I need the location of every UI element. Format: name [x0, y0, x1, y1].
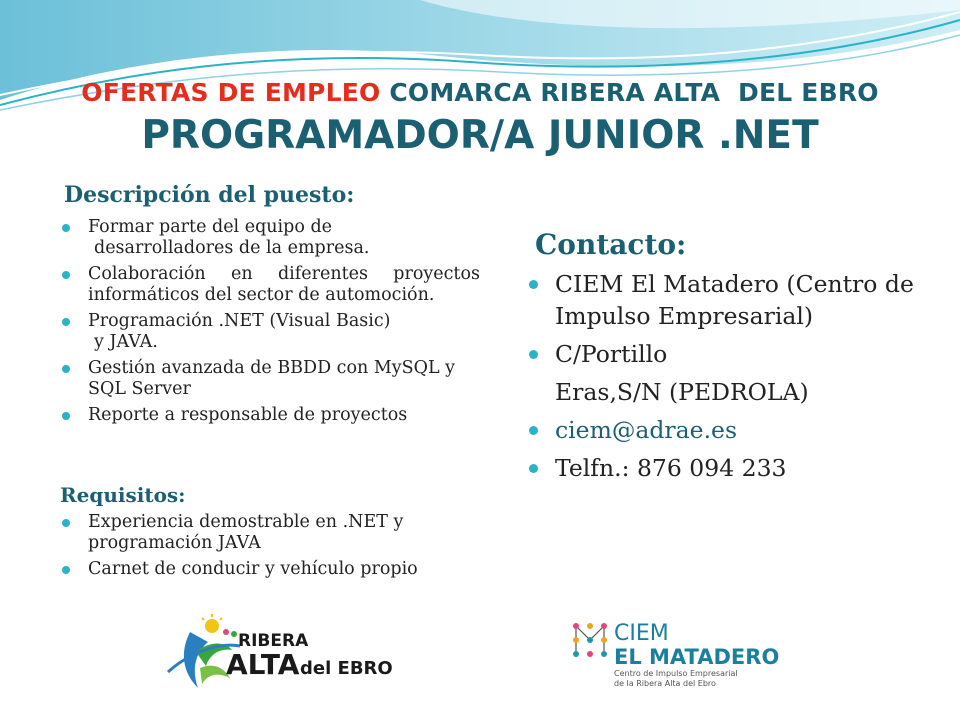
- bullet-icon: [62, 271, 70, 279]
- description-list: [60, 217, 480, 431]
- list-item: Colaboración en diferentes proyectos informáticos del sector de automoción.: [60, 264, 480, 306]
- requirements-list: [60, 512, 480, 585]
- phone-number: Telfn.: 876 094 233: [555, 454, 787, 482]
- bullet-icon: [62, 224, 70, 232]
- list-item: Carnet de conducir y vehículo propio: [60, 559, 480, 580]
- bullet-icon: [62, 519, 70, 527]
- list-item: Experiencia demostrable en .NET y programación JAVA: [60, 512, 480, 554]
- contact-title: Contacto:: [535, 228, 687, 261]
- list-item: [527, 414, 947, 446]
- offer-heading: [0, 78, 960, 107]
- header: [0, 78, 960, 158]
- list-item: Reporte a responsable de proyectos: [60, 405, 480, 426]
- svg-text:ALTA: ALTA: [226, 648, 300, 681]
- list-item: CIEM El Matadero (Centro de Impulso Empresarial): [527, 268, 947, 332]
- svg-text:EL MATADERO: EL MATADERO: [614, 645, 780, 669]
- description-title: Descripción del puesto:: [64, 182, 355, 208]
- region-label: COMARCA RIBERA ALTA DEL EBRO: [389, 78, 879, 107]
- svg-text:de la Ribera Alta del Ebro: de la Ribera Alta del Ebro: [614, 679, 716, 688]
- list-item: C/Portillo Eras,S/N (PEDROLA): [527, 338, 947, 408]
- bullet-icon: [62, 412, 70, 420]
- job-title: PROGRAMADOR/A JUNIOR .NET: [141, 113, 819, 158]
- bullet-icon: [529, 280, 538, 289]
- bullet-icon: [529, 350, 538, 359]
- ciem-matadero-logo: [570, 618, 780, 694]
- requirements-title: Requisitos:: [60, 483, 186, 507]
- list-item: Gestión avanzada de BBDD con MySQL y SQL Server: [60, 358, 480, 400]
- bullet-icon: [62, 365, 70, 373]
- list-item: Programación .NET (Visual Basic) y JAVA.: [60, 311, 480, 353]
- svg-text:CIEM: CIEM: [614, 621, 669, 646]
- offers-label: OFERTAS DE EMPLEO: [81, 78, 381, 107]
- contact-list: [527, 268, 947, 490]
- bullet-icon: [62, 318, 70, 326]
- bullet-icon: [62, 566, 70, 574]
- bullet-icon: [529, 464, 538, 473]
- svg-text:Centro de Impulso Empresarial: Centro de Impulso Empresarial: [614, 669, 738, 678]
- svg-text:RIBERA: RIBERA: [238, 631, 309, 651]
- email-link[interactable]: ciem@adrae.es: [555, 416, 738, 444]
- bullet-icon: [529, 426, 538, 435]
- list-item: [527, 452, 947, 484]
- svg-text:del EBRO: del EBRO: [300, 658, 393, 679]
- ribera-alta-logo: [160, 612, 393, 692]
- list-item: Formar parte del equipo de desarrolladores de la empresa.: [60, 217, 480, 259]
